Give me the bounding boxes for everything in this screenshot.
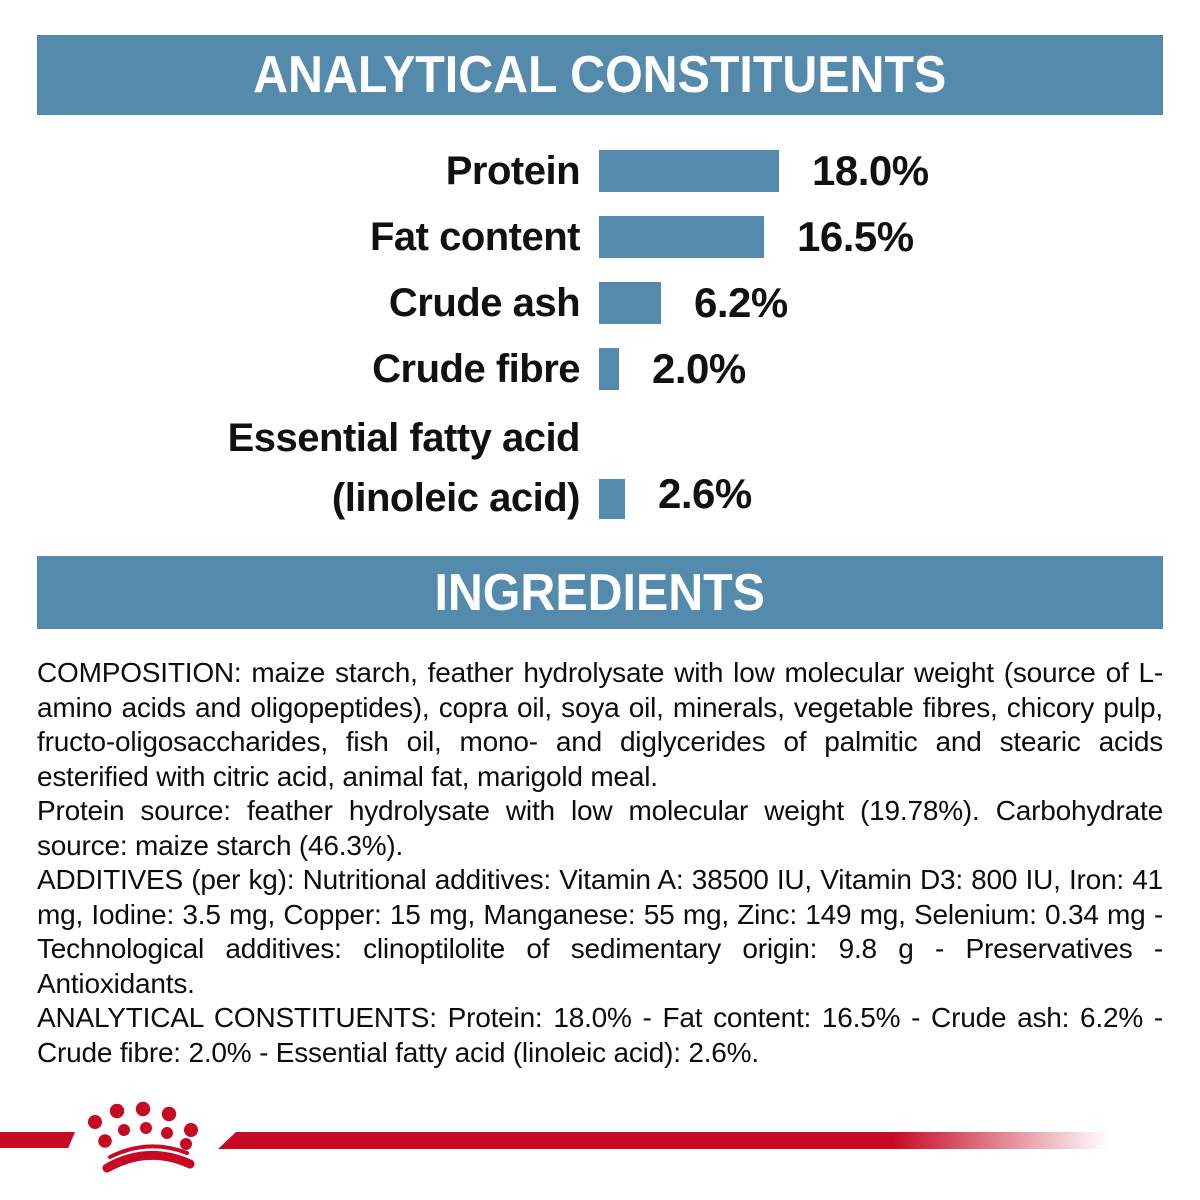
- chart-row-crude-fibre: [0, 336, 1200, 402]
- chart-row-essential-fatty-acid: [0, 408, 1200, 528]
- analytical-constituents-banner: [37, 35, 1163, 115]
- additives-paragraph: ADDITIVES (per kg): Nutritional additives: Vitamin A: 38500 IU, Vitamin D3: 800 IU, Iron: 41 mg, Iodine: 3.5 mg, Copper: 15 mg, Manganese: 55 mg, Zinc: 149 mg, Selenium: 0.34 mg - Technological additives: clinoptilolite of sedimentary origin: 9.8 g - Preservatives - Antioxidants.: [37, 864, 1163, 999]
- chart-row-protein: [0, 138, 1200, 204]
- chart-value-crude-fibre: 2.0%: [652, 345, 746, 392]
- chart-value-essential-fatty-acid: 2.6%: [658, 470, 752, 517]
- chart-label-crude-ash: Crude ash: [388, 281, 580, 325]
- red-divider-left: [0, 1132, 75, 1148]
- chart-label-crude-fibre: Crude fibre: [372, 347, 580, 391]
- chart-row-crude-ash: [0, 270, 1200, 336]
- chart-row-fat-content: [0, 204, 1200, 270]
- chart-bar-crude-ash: [599, 282, 661, 324]
- analytical-constituents-title: ANALYTICAL CONSTITUENTS: [253, 46, 947, 104]
- chart-bar-crude-fibre: [599, 348, 619, 390]
- chart-label-protein: Protein: [445, 149, 580, 193]
- chart-value-crude-ash: 6.2%: [694, 279, 788, 326]
- chart-bar-essential-fatty-acid: [599, 479, 625, 519]
- chart-value-fat-content: 16.5%: [797, 213, 914, 260]
- chart-bar-fat-content: [599, 216, 764, 258]
- protein-source-paragraph: Protein source: feather hydrolysate with low molecular weight (19.78%). Carbohydrate source: maize starch (46.3%).: [37, 795, 1163, 861]
- composition-paragraph: COMPOSITION: maize starch, feather hydrolysate with low molecular weight (source of L-amino acids and oligopeptides), copra oil, soya oil, minerals, vegetable fibres, chicory pulp, fructo-oligosaccharides, fish oil, mono- and diglycerides of palmitic and stearic acids esterified with citric acid, animal fat, marigold meal.: [37, 657, 1163, 792]
- analytical-constituents-paragraph: ANALYTICAL CONSTITUENTS: Protein: 18.0% - Fat content: 16.5% - Crude ash: 6.2% - Crude fibre: 2.0% - Essential fatty acid (linoleic acid): 2.6%.: [37, 1002, 1163, 1068]
- analytical-constituents-chart: [0, 138, 1200, 528]
- chart-label-essential-fatty-acid-line2: (linoleic acid): [331, 476, 580, 520]
- red-divider-right: [218, 1132, 1118, 1149]
- royal-canin-crown-icon: [86, 1100, 210, 1174]
- chart-label-fat-content: Fat content: [369, 215, 580, 259]
- ingredients-text-block: [37, 656, 1163, 1070]
- ingredients-title: INGREDIENTS: [434, 563, 766, 622]
- chart-bar-protein: [599, 150, 779, 192]
- ingredients-banner: [37, 556, 1163, 629]
- chart-value-protein: 18.0%: [812, 147, 929, 194]
- chart-label-essential-fatty-acid: [0, 408, 580, 528]
- chart-label-essential-fatty-acid-line1: Essential fatty acid: [227, 416, 580, 460]
